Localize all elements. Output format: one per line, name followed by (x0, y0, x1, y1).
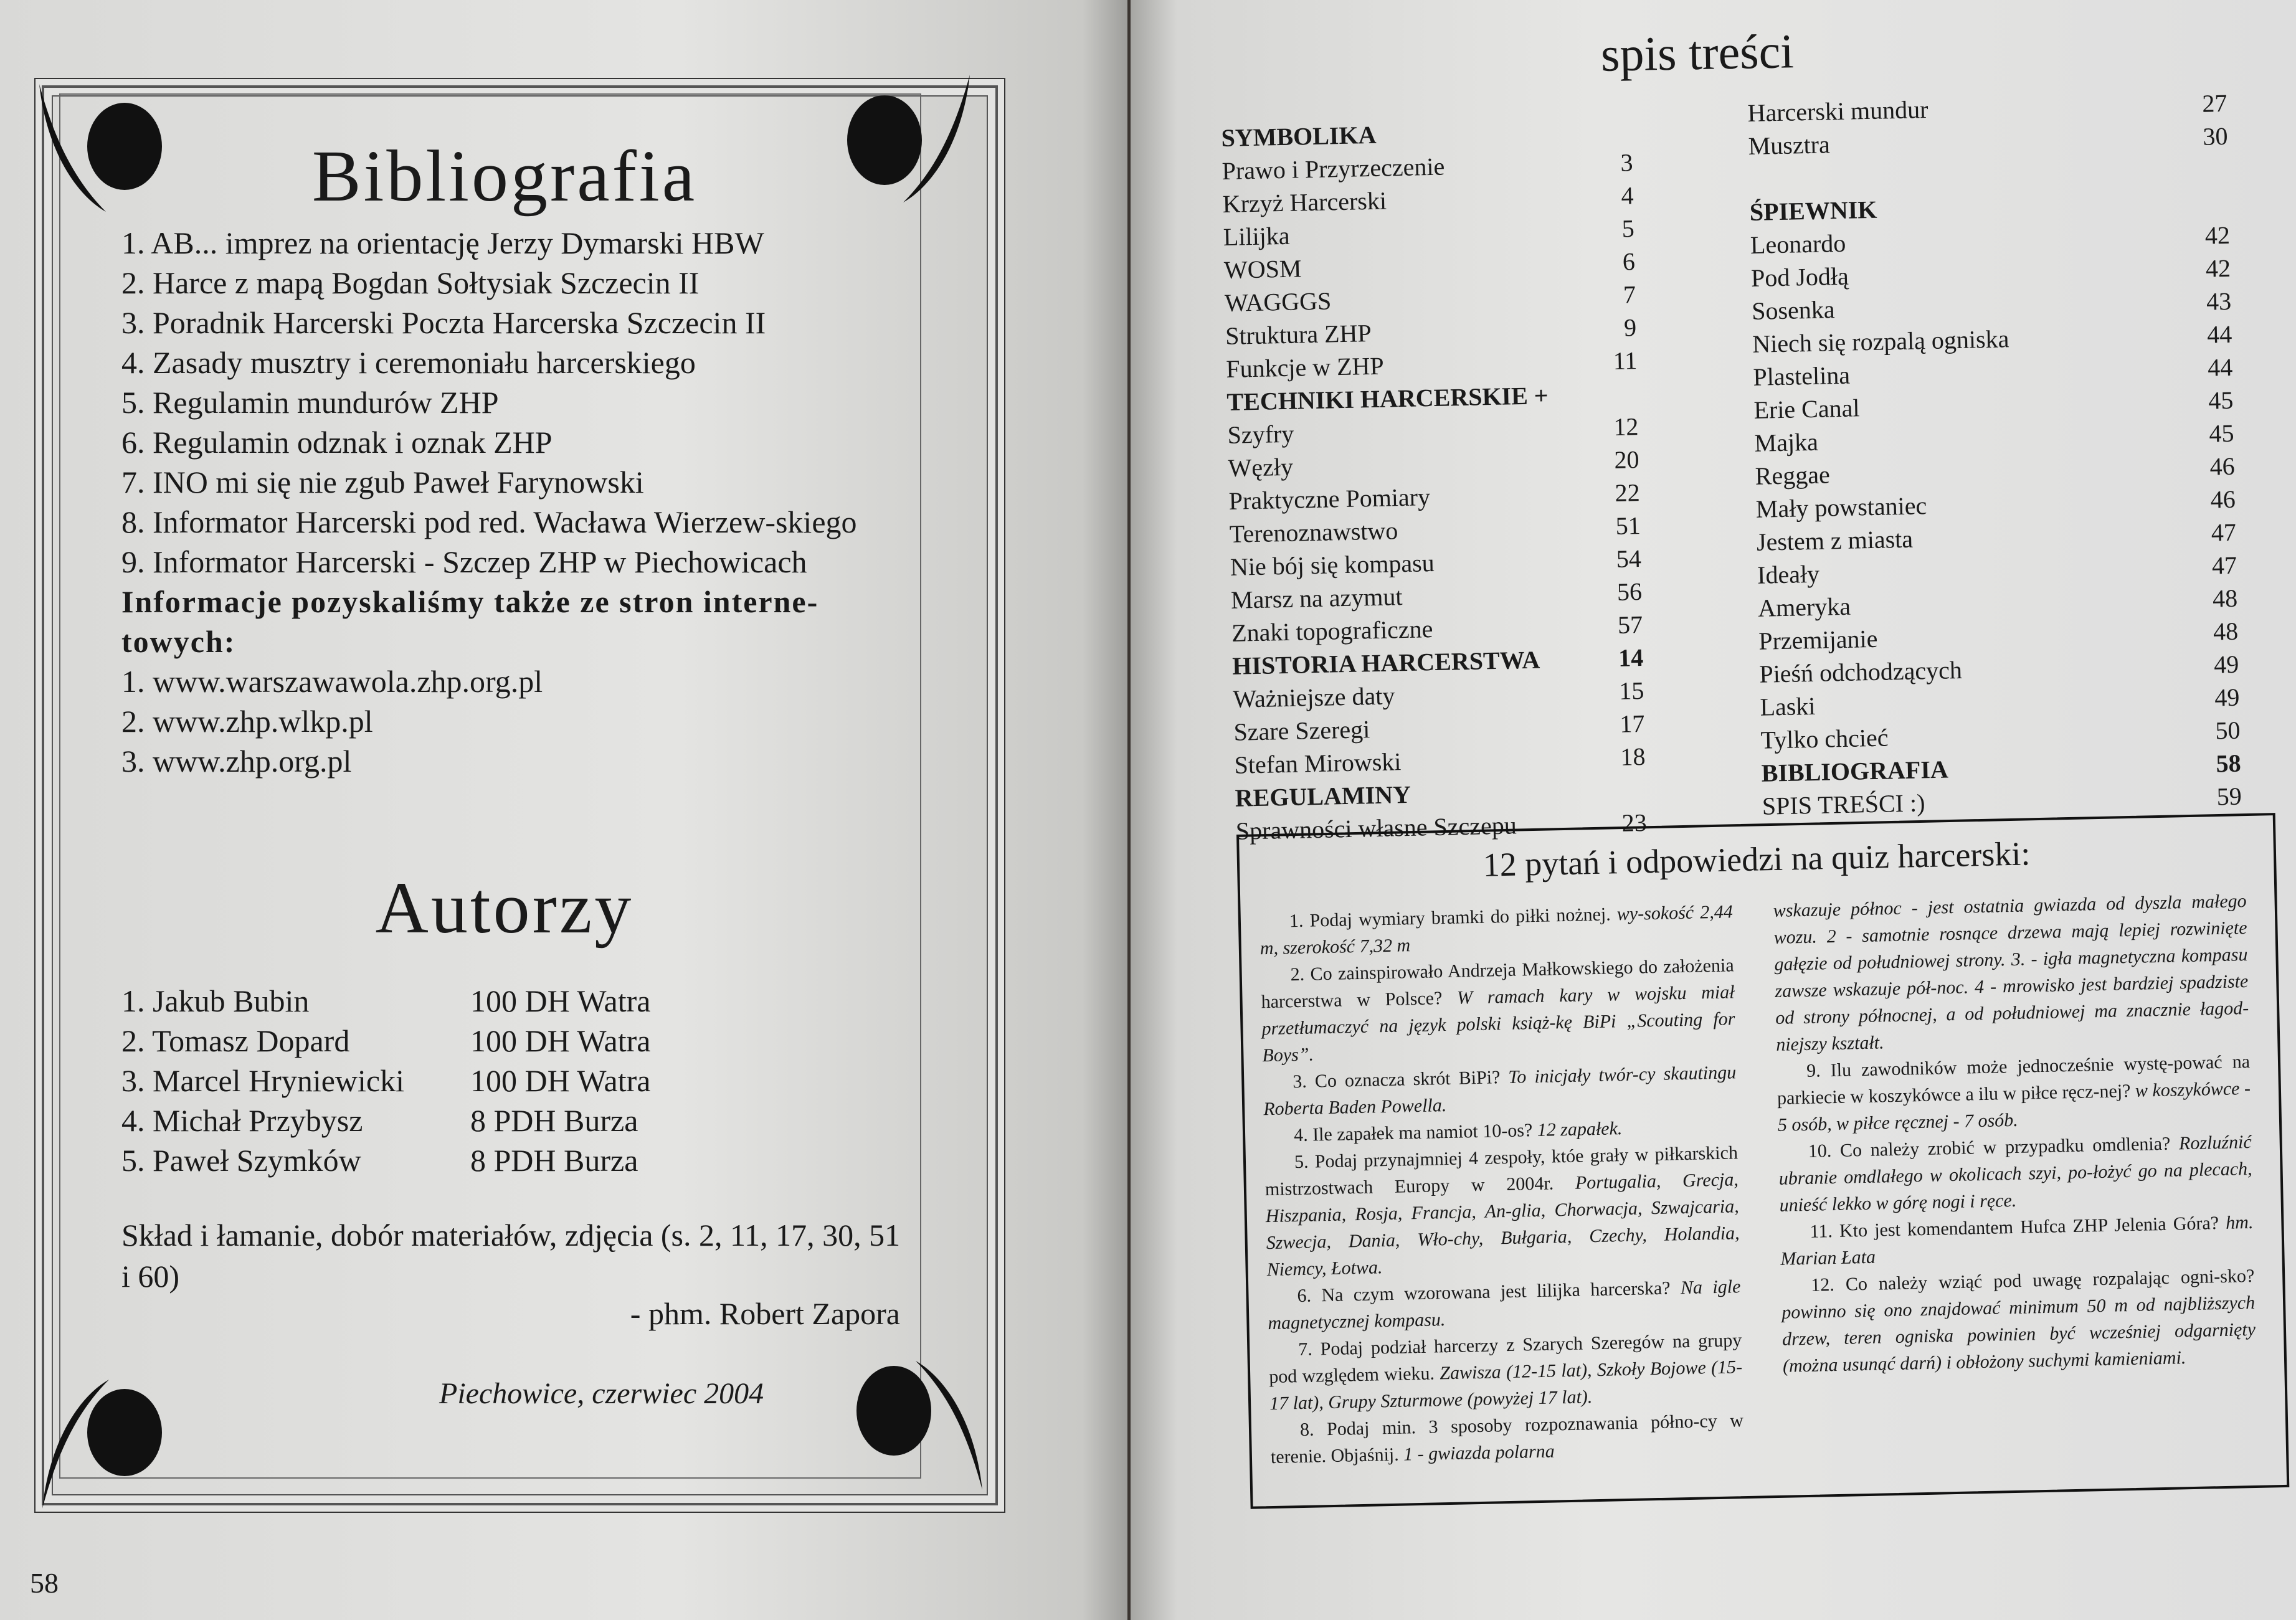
bibliography-title: Bibliografia (311, 135, 698, 217)
quiz-answer: w koszykówce - 5 osób, w piłce ręcznej - 7 osób. (1777, 1078, 2251, 1135)
quiz-question: 2. Co zainspirowało Andrzeja Małkowskiego do założenia harcerstwa w Polsce? (1261, 955, 1734, 1013)
quiz-question: 4. Ile zapałek ma namiot 10-os? (1293, 1119, 1538, 1146)
quiz-answer: hm. Marian Łata (1780, 1211, 2254, 1269)
quiz-item (1264, 1139, 1740, 1283)
quiz-question: 11. Kto jest komendantem Hufca ZHP Jelenia Góra? (1810, 1212, 2226, 1242)
quiz-item (1270, 1407, 1745, 1471)
toc-entry-page: 3 (1620, 148, 1633, 177)
author-unit: 100 DH Watra (470, 983, 651, 1018)
website-item: 1. www.warszawawola.zhp.org.pl (121, 664, 543, 699)
toc-entry-page: 56 (1616, 577, 1643, 606)
quiz-answer: W ramach kary w wojsku miał przetłumaczyć na język polski książ-kę BiPi „Scouting for Boys”. (1261, 982, 1735, 1066)
quiz-question: 12. Co należy wziąć pod uwagę rozpalając ogni-sko? (1811, 1265, 2255, 1296)
left-page (0, 0, 1127, 1620)
website-item: 2. www.zhp.wlkp.pl (121, 704, 373, 739)
toc-entry-page: 59 (2216, 782, 2242, 811)
quiz-answer: wy-sokość 2,44 m, szerokość 7,32 m (1259, 901, 1734, 959)
toc-entry-label: Musztra (1748, 130, 1831, 160)
author-row (121, 981, 650, 1021)
quiz-item (1777, 1048, 2252, 1139)
toc-entry-label: REGULAMINY (1235, 780, 1411, 812)
bibliography-list (121, 223, 906, 781)
quiz-answer: Portugalia, Grecja, Hiszpania, Rosja, Francja, An-glia, Chorwacja, Szwajcaria, Szwecja, Dania, Wło-chy, Bułgaria, Czechy, Holandia, Niemcy, Łotwa. (1265, 1169, 1740, 1281)
toc-entry-label: Majka (1754, 427, 1819, 457)
quiz-answer: Zawisza (12-15 lat), Szkoły Bojowe (15-17 lat), Grupy Szturmowe (powyżej 17 lat). (1269, 1357, 1743, 1414)
toc-entry-page: 47 (2211, 551, 2237, 580)
toc-left-column (1221, 113, 1647, 848)
toc-entry-page: 51 (1615, 511, 1641, 540)
author-row (121, 1061, 650, 1101)
toc-entry-label: Plastelina (1752, 361, 1851, 391)
quiz-item (1781, 1262, 2256, 1380)
toc-entry-label: Stefan Mirowski (1234, 747, 1402, 779)
toc-entry-label: Struktura ZHP (1225, 319, 1372, 350)
toc-entry-page: 48 (2212, 584, 2238, 613)
quiz-item (1268, 1327, 1743, 1417)
toc-entry-page: 27 (2201, 88, 2227, 118)
quiz-answer: Na igle magnetycznej kompasu. (1268, 1276, 1741, 1334)
author-name: 4. Michał Przybysz (121, 1103, 363, 1138)
toc-entry-label: Leonardo (1750, 229, 1846, 259)
toc-entry-page: 58 (2216, 749, 2242, 778)
quiz-question: 6. Na czym wzorowana jest lilijka harcerska? (1297, 1277, 1681, 1307)
bibliography-item: 6. Regulamin odznak i oznak ZHP (121, 425, 553, 460)
toc-entry-page: 49 (2214, 683, 2240, 712)
credits-text: Skład i łamanie, dobór materiałów, zdjęcia (s. 2, 11, 17, 30, 51 i 60) (121, 1218, 901, 1294)
bibliography-item: 1. AB... imprez na orientację Jerzy Dymarski HBW (121, 225, 764, 260)
toc-entry-label: HISTORIA HARCERSTWA (1231, 645, 1540, 680)
author-name: 1. Jakub Bubin (121, 983, 310, 1018)
toc-entry-page: 42 (2205, 253, 2231, 283)
bibliography-item: 4. Zasady musztry i ceremoniału harcerskiego (121, 345, 696, 380)
toc-entry-page: 47 (2211, 518, 2237, 547)
toc-entry-page: 14 (1618, 643, 1644, 672)
toc-entry-page (2228, 153, 2229, 186)
toc-entry-page: 18 (1620, 742, 1646, 771)
toc-entry-page: 30 (2203, 121, 2228, 151)
author-row (121, 1021, 650, 1061)
toc-entry-page: 44 (2207, 353, 2233, 382)
toc-entry-label: Znaki topograficzne (1231, 615, 1433, 647)
toc-entry-page: 42 (2204, 220, 2231, 250)
bibliography-item: 9. Informator Harcerski - Szczep ZHP w Piechowicach (121, 544, 807, 579)
corner-ornament-bottom-left (37, 1370, 181, 1513)
toc-entry-page (1632, 113, 1633, 146)
toc-entry-label: Prawo i Przyrzeczenie (1222, 152, 1445, 185)
author-name: 3. Marcel Hryniewicki (121, 1063, 405, 1098)
quiz-column-1 (1259, 898, 1744, 1471)
toc-entry-page: 9 (1623, 313, 1637, 342)
toc-entry-label: Pod Jodłą (1750, 262, 1849, 292)
toc-entry-page: 43 (2206, 287, 2232, 316)
toc-entry-label: Krzyż Harcerski (1222, 186, 1387, 218)
bibliography-item: 7. INO mi się nie zgub Paweł Farynowski (121, 465, 644, 500)
author-name: 2. Tomasz Dopard (121, 1023, 350, 1058)
quiz-answer: wskazuje północ - jest ostatnia gwiazda od dyszla małego wozu. 2 - samotnie rosnące drzewa mają lepiej rozwinięte gałęzie od południowej strony. 3. - igła magnetyczna kompasu zawsze wskazuje pół-noc. 4 - mrowisko jest bardziej spadziste od strony północnej, a od południowej ma znacznie łagod-niejszy kształt. (1773, 891, 2249, 1055)
toc-entry-label: Praktyczne Pomiary (1228, 483, 1431, 515)
toc-entry-label: Harcerski mundur (1747, 95, 1928, 127)
authors-title: Autorzy (375, 867, 634, 949)
toc-entry-label: Ameryka (1757, 592, 1851, 622)
toc-entry-page: 23 (1621, 808, 1648, 837)
quiz-question: 1. Podaj wymiary bramki do piłki nożnej. (1289, 904, 1618, 932)
author-unit: 100 DH Watra (470, 1023, 651, 1058)
toc-entry-label: Szare Szeregi (1233, 715, 1370, 746)
toc-entry-label: Ważniejsze daty (1232, 681, 1395, 713)
quiz-answer: Rozluźnić ubranie omdlałego w okolicach szyi, po-łożyć go na plecach, unieść lekko w górę nogi i ręce. (1778, 1131, 2252, 1216)
toc-title: spis treści (1600, 24, 1795, 82)
toc-entry-label: Tylko chcieć (1760, 723, 1889, 754)
toc-entry-label: Laski (1760, 691, 1816, 721)
toc-entry-page: 11 (1613, 346, 1638, 375)
toc-entry-page: 6 (1622, 247, 1636, 276)
quiz-answer: 1 - gwiazda polarna (1403, 1441, 1555, 1465)
author-name: 5. Paweł Szymków (121, 1143, 361, 1178)
author-unit: 8 PDH Burza (470, 1103, 638, 1138)
toc-entry-label: Mały powstaniec (1755, 491, 1927, 523)
toc-entry-page: 57 (1617, 610, 1643, 639)
bibliography-item: 3. Poradnik Harcerski Poczta Harcerska Szczecin II (121, 305, 766, 340)
quiz-answer: powinno się ono znajdować minimum 50 m od najbliższych drzew, teren ogniska powinien być wcześniej odgarnięty (można usunąć darń) i obłożony suchymi kamieniami. (1781, 1292, 2256, 1376)
bibliography-item: 2. Harce z mapą Bogdan Sołtysiak Szczecin II (121, 265, 700, 300)
quiz-item (1778, 1129, 2253, 1219)
quiz-item (1263, 1059, 1737, 1122)
toc-entry-label: Terenoznawstwo (1229, 516, 1398, 548)
author-unit: 8 PDH Burza (470, 1143, 638, 1178)
toc-entry-page: 44 (2206, 320, 2232, 349)
page-number: 58 (30, 1567, 59, 1599)
toc-entry-page: 50 (2215, 716, 2241, 745)
corner-ornament-bottom-right (844, 1352, 987, 1495)
toc-entry-label: SPIS TREŚCI :) (1762, 789, 1925, 820)
toc-entry-page: 54 (1616, 544, 1642, 573)
toc-entry-page: 46 (2209, 452, 2236, 481)
quiz-item (1260, 952, 1735, 1069)
bibliography-item: 5. Regulamin mundurów ZHP (121, 385, 499, 420)
toc-entry-label: Jestem z miasta (1756, 524, 1914, 556)
toc-entry-label: Węzły (1228, 452, 1294, 482)
toc-entry-page: 48 (2213, 617, 2239, 646)
quiz-question: 8. Podaj min. 3 sposoby rozpoznawania półno-cy w terenie. Objaśnij. (1270, 1410, 1744, 1468)
quiz-column-2 (1773, 888, 2256, 1380)
quiz-item (1773, 888, 2249, 1058)
place-date: Piechowice, czerwiec 2004 (439, 1377, 764, 1410)
toc-entry-label: WAGGGS (1224, 287, 1332, 317)
toc-entry-page: 15 (1618, 676, 1644, 705)
toc-entry-page: 7 (1623, 280, 1636, 309)
bibliography-item: 8. Informator Harcerski pod red. Wacława Wierzew-skiego (121, 504, 857, 539)
toc-entry-label: Funkcje w ZHP (1225, 351, 1385, 383)
quiz-box (1236, 813, 2289, 1509)
quiz-item (1780, 1209, 2254, 1272)
toc-entry-label: Przemijanie (1758, 624, 1878, 655)
toc-entry-label: Niech się rozpalą ogniska (1752, 324, 2009, 358)
toc-entry-label: ŚPIEWNIK (1749, 195, 1877, 226)
website-item: 3. www.zhp.org.pl (121, 744, 352, 779)
toc-entry-page: 22 (1615, 478, 1641, 507)
toc-entry-page: 46 (2210, 485, 2236, 514)
toc-entry-label: Pieśń odchodzących (1758, 655, 1963, 688)
toc-entry-page: 5 (1621, 214, 1635, 243)
toc-entry-page: 45 (2208, 386, 2234, 415)
quiz-answer: To inicjały twór-cy skautingu Roberta Baden Powella. (1263, 1062, 1737, 1120)
toc-entry-page: 12 (1613, 412, 1639, 441)
toc-entry-label: Ideały (1757, 559, 1820, 589)
toc-entry-label: Szyfry (1227, 419, 1294, 449)
quiz-item (1267, 1273, 1742, 1337)
authors-list (121, 981, 650, 1180)
toc-entry-page: 20 (1614, 445, 1639, 474)
author-unit: 100 DH Watra (470, 1063, 651, 1098)
toc-entry-label: Sosenka (1751, 295, 1835, 325)
toc-entry-label: BIBLIOGRAFIA (1761, 755, 1949, 787)
quiz-question: 3. Co oznacza skrót BiPi? (1292, 1066, 1509, 1092)
toc-entry-label (1748, 163, 1755, 196)
quiz-item (1259, 898, 1734, 962)
toc-entry-label: SYMBOLIKA (1221, 120, 1377, 152)
toc-entry-label: TECHNIKI HARCERSKIE + (1226, 381, 1549, 416)
author-row (121, 1140, 650, 1180)
toc-entry-label: Lilijka (1223, 221, 1290, 251)
toc-entry-page: 4 (1621, 181, 1634, 210)
toc-entry-page: 45 (2209, 419, 2234, 448)
toc-entry-page: 49 (2213, 650, 2239, 679)
quiz-title: 12 pytań i odpowiedzi na quiz harcerski: (1482, 835, 2031, 884)
toc-entry-label: Reggae (1755, 460, 1831, 490)
toc-entry-label: Marsz na azymut (1230, 582, 1403, 614)
toc-entry-label: Sprawności własne Szczepu (1235, 811, 1517, 845)
quiz-question: 5. Podaj przynajmniej 4 zespoły, któe grały w piłkarskich mistrzostwach Europy w 2004r. (1264, 1142, 1739, 1200)
toc-entry-label: Nie bój się kompasu (1230, 548, 1435, 581)
toc-right-column (1747, 87, 2242, 823)
signature: - phm. Robert Zapora (630, 1296, 900, 1331)
toc-entry-label: WOSM (1223, 254, 1302, 284)
quiz-question: 9. Ilu zawodników może jednocześnie wystę-pować na parkiecie w koszykówce a ilu w piłce ręcz-nej? (1777, 1051, 2251, 1109)
toc-entry-page: 17 (1619, 709, 1645, 738)
quiz-question: 7. Podaj podział harcerzy z Szarych Szeregów na grupy pod względem wieku. (1268, 1330, 1742, 1388)
quiz-question: 10. Co należy zrobić w przypadku omdlenia? (1808, 1133, 2180, 1162)
internet-sources-heading: Informacje pozyskaliśmy także ze stron interne-towych: (121, 584, 819, 659)
right-page (1131, 0, 2296, 1620)
toc-entry-label: Erie Canal (1753, 394, 1860, 424)
quiz-answer: 12 zapałek. (1537, 1118, 1623, 1140)
author-row (121, 1101, 650, 1140)
